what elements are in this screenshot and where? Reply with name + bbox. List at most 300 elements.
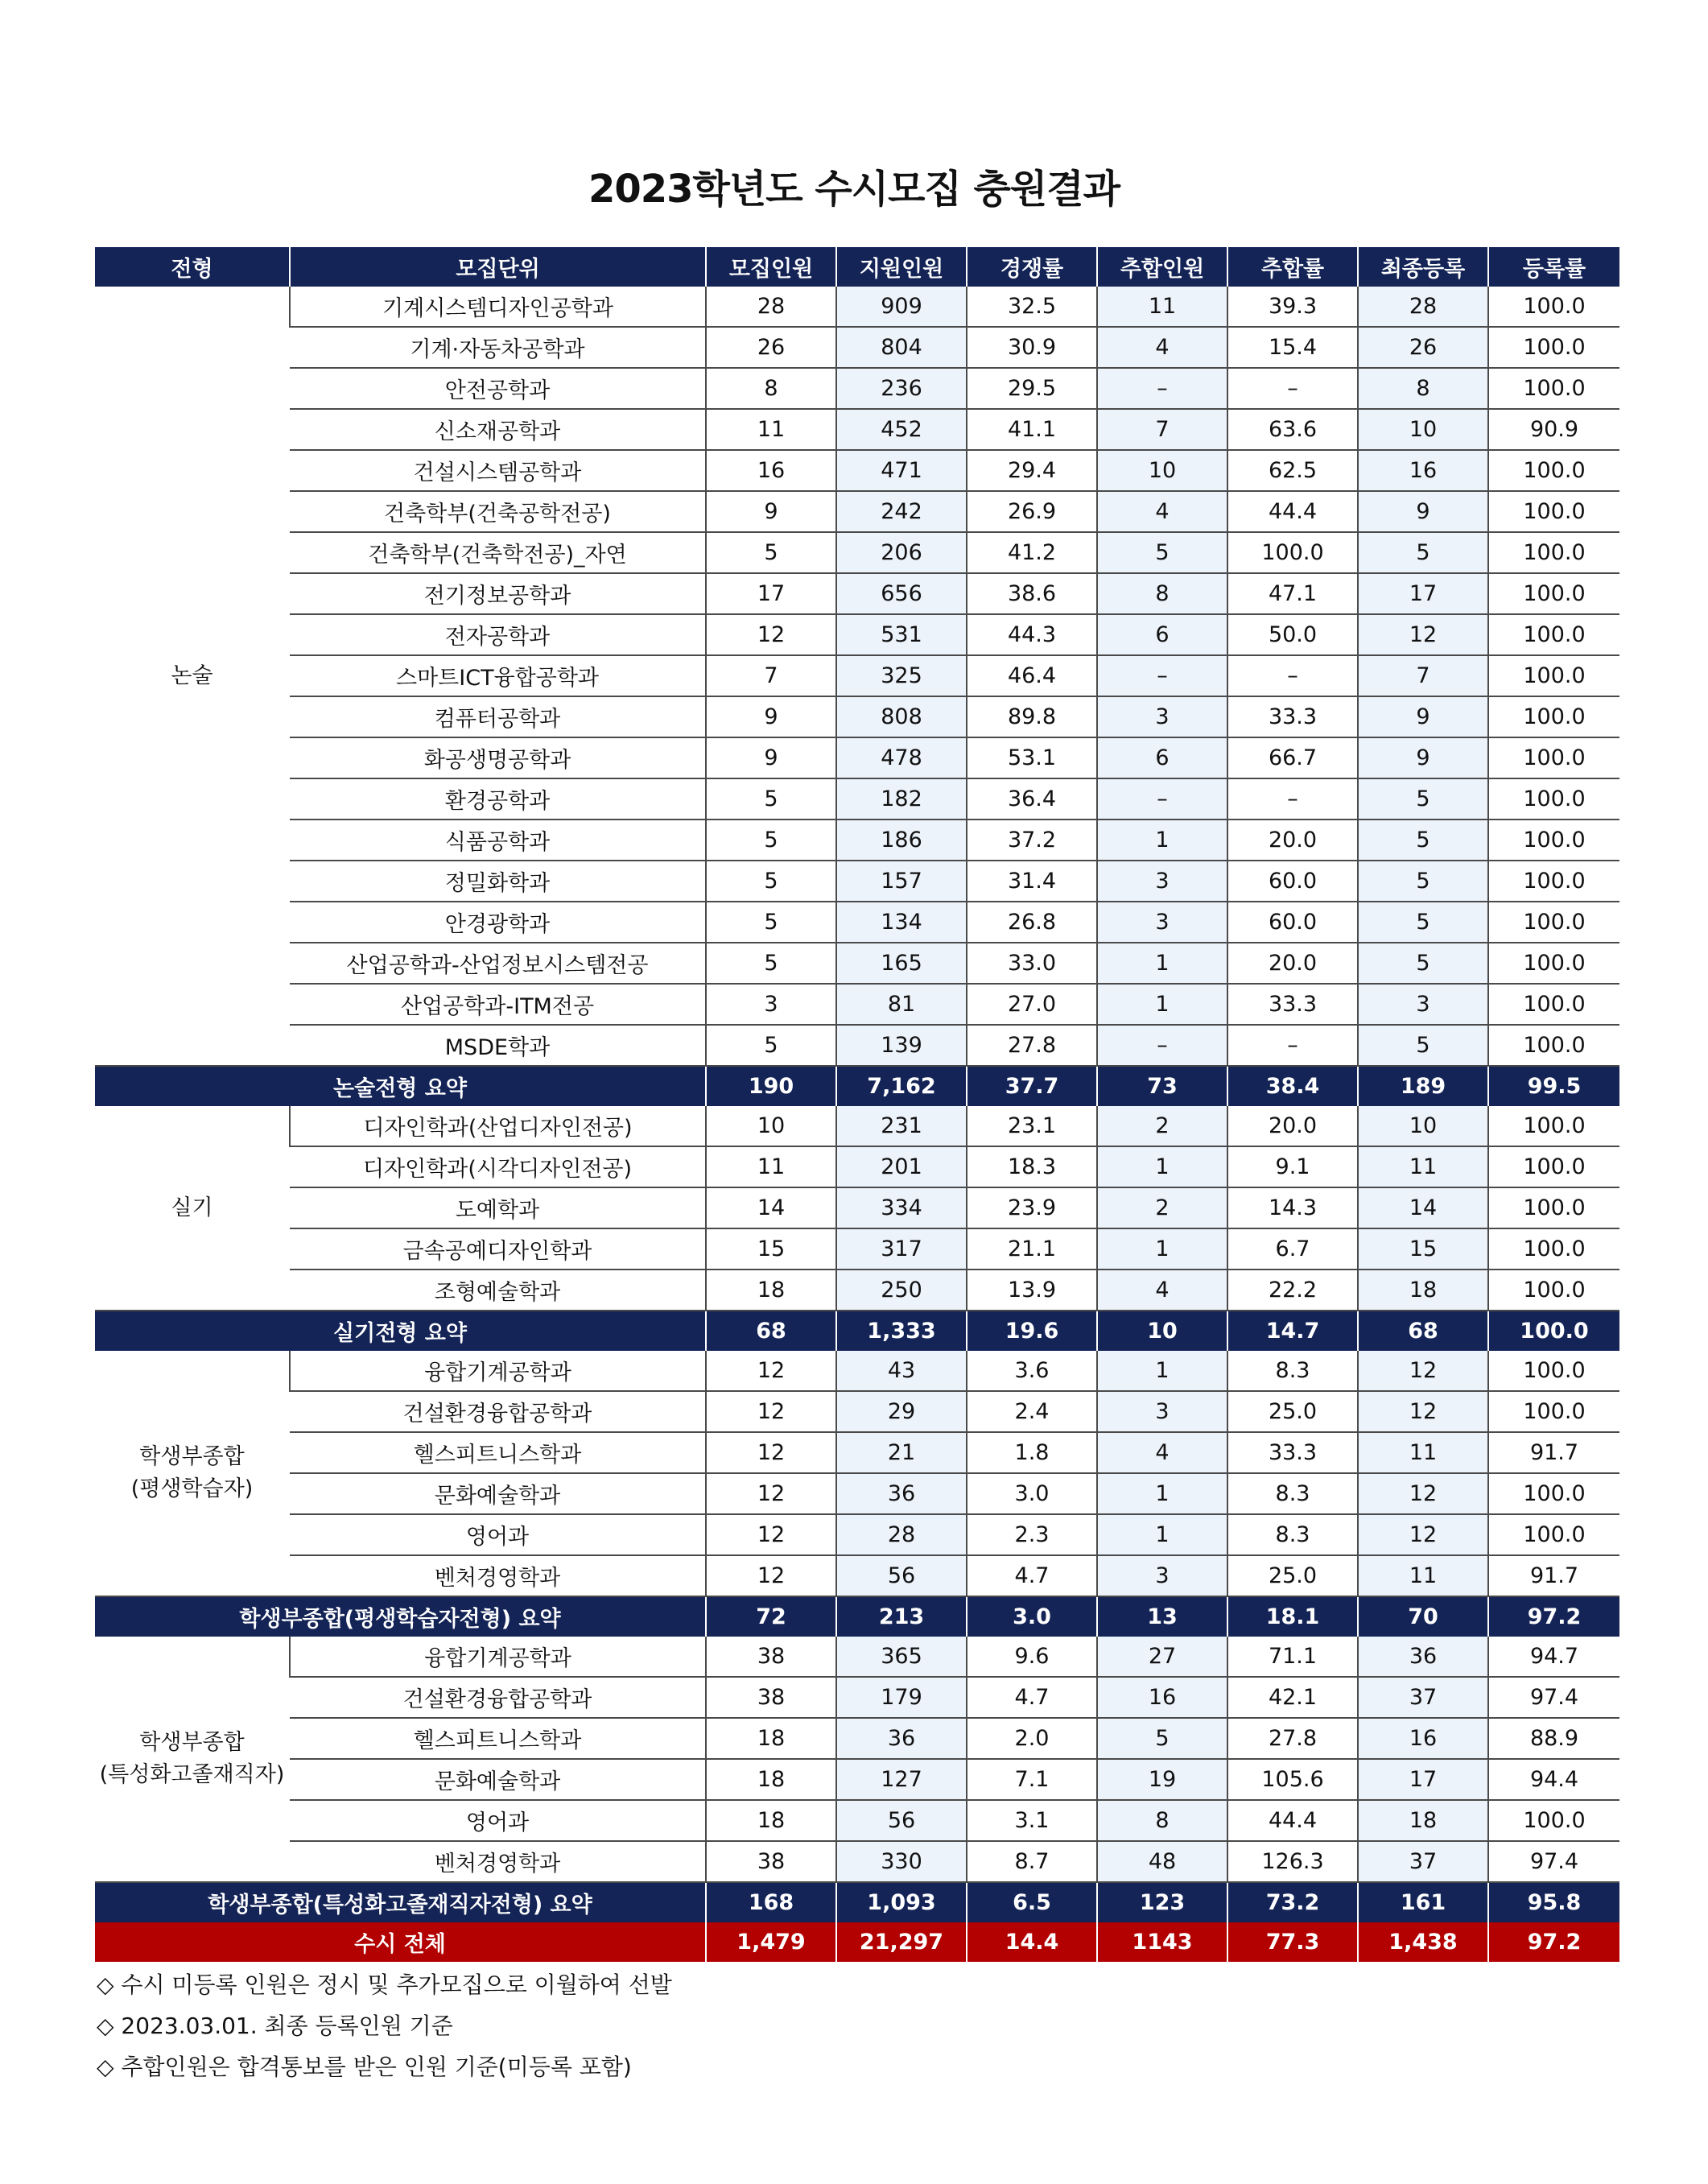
value-cell: 50.0 — [1227, 614, 1358, 655]
table-row — [95, 1841, 1619, 1882]
table-row — [95, 655, 1619, 696]
value-cell: 8 — [706, 368, 836, 409]
value-cell: 452 — [836, 409, 967, 450]
value-cell: 1.8 — [967, 1432, 1097, 1473]
summary-row — [95, 1311, 1619, 1351]
value-cell: 18 — [1358, 1270, 1488, 1311]
total-value: 1,479 — [706, 1922, 836, 1962]
summary-label: 실기전형 요약 — [95, 1311, 706, 1351]
value-cell: – — [1097, 655, 1227, 696]
value-cell: – — [1097, 778, 1227, 820]
value-cell: 5 — [706, 820, 836, 861]
unit-name-cell: 융합기계공학과 — [290, 1637, 706, 1677]
value-cell: 10 — [1358, 1106, 1488, 1146]
value-cell: 656 — [836, 573, 967, 614]
value-cell: 1 — [1097, 984, 1227, 1025]
unit-name-cell: 안전공학과 — [290, 368, 706, 409]
value-cell: 4.7 — [967, 1677, 1097, 1718]
value-cell: 89.8 — [967, 696, 1097, 737]
value-cell: 5 — [706, 943, 836, 984]
summary-value: 10 — [1097, 1311, 1227, 1351]
value-cell: 236 — [836, 368, 967, 409]
value-cell: 12 — [706, 1391, 836, 1432]
table-row — [95, 1228, 1619, 1270]
value-cell: 88.9 — [1488, 1718, 1619, 1759]
summary-value: 213 — [836, 1596, 967, 1637]
value-cell: 5 — [706, 778, 836, 820]
unit-name-cell: 식품공학과 — [290, 820, 706, 861]
value-cell: 20.0 — [1227, 1106, 1358, 1146]
summary-value: 19.6 — [967, 1311, 1097, 1351]
unit-name-cell: 조형예술학과 — [290, 1270, 706, 1311]
value-cell: 36 — [1358, 1637, 1488, 1677]
summary-value: 13 — [1097, 1596, 1227, 1637]
table-row — [95, 1270, 1619, 1311]
value-cell: 334 — [836, 1187, 967, 1228]
value-cell: 7 — [1097, 409, 1227, 450]
value-cell: 26 — [1358, 327, 1488, 368]
value-cell: 39.3 — [1227, 287, 1358, 327]
summary-value: 7,162 — [836, 1066, 967, 1106]
value-cell: 5 — [1358, 902, 1488, 943]
value-cell: 12 — [1358, 1473, 1488, 1514]
table-row — [95, 943, 1619, 984]
value-cell: 9 — [706, 737, 836, 778]
value-cell: – — [1097, 1025, 1227, 1066]
value-cell: 41.2 — [967, 532, 1097, 573]
value-cell: 18 — [1358, 1800, 1488, 1841]
table-row — [95, 984, 1619, 1025]
unit-name-cell: 금속공예디자인학과 — [290, 1228, 706, 1270]
value-cell: 20.0 — [1227, 943, 1358, 984]
value-cell: 32.5 — [967, 287, 1097, 327]
value-cell: 62.5 — [1227, 450, 1358, 491]
value-cell: 317 — [836, 1228, 967, 1270]
value-cell: 37 — [1358, 1841, 1488, 1882]
unit-name-cell: 영어과 — [290, 1800, 706, 1841]
unit-name-cell: 컴퓨터공학과 — [290, 696, 706, 737]
total-value: 1,438 — [1358, 1922, 1488, 1962]
unit-name-cell: 벤처경영학과 — [290, 1555, 706, 1596]
value-cell: 126.3 — [1227, 1841, 1358, 1882]
value-cell: 9.6 — [967, 1637, 1097, 1677]
table-row — [95, 1146, 1619, 1187]
value-cell: 100.0 — [1488, 1106, 1619, 1146]
value-cell: 11 — [706, 409, 836, 450]
value-cell: 15 — [1358, 1228, 1488, 1270]
value-cell: 100.0 — [1488, 1514, 1619, 1555]
value-cell: 38 — [706, 1637, 836, 1677]
summary-label: 학생부종합(특성화고졸재직자전형) 요약 — [95, 1882, 706, 1922]
value-cell: 100.0 — [1488, 614, 1619, 655]
value-cell: 14 — [706, 1187, 836, 1228]
value-cell: 2.4 — [967, 1391, 1097, 1432]
value-cell: 5 — [1358, 943, 1488, 984]
table-row — [95, 1718, 1619, 1759]
unit-name-cell: 신소재공학과 — [290, 409, 706, 450]
footnote: ◇ 추합인원은 합격통보를 받은 인원 기준(미등록 포함) — [97, 2054, 632, 2080]
value-cell: 16 — [1358, 1718, 1488, 1759]
results-table — [95, 247, 1619, 1962]
unit-name-cell: 정밀화학과 — [290, 861, 706, 902]
summary-value: 70 — [1358, 1596, 1488, 1637]
table-row — [95, 1677, 1619, 1718]
summary-row — [95, 1882, 1619, 1922]
value-cell: – — [1227, 368, 1358, 409]
table-body — [95, 287, 1619, 1962]
value-cell: 231 — [836, 1106, 967, 1146]
summary-value: 97.2 — [1488, 1596, 1619, 1637]
value-cell: 3.1 — [967, 1800, 1097, 1841]
footnote: ◇ 수시 미등록 인원은 정시 및 추가모집으로 이월하여 선발 — [97, 1971, 672, 1998]
admission-type-label: (특성화고졸재직자) — [99, 1762, 285, 1787]
unit-name-cell: 헬스피트니스학과 — [290, 1718, 706, 1759]
value-cell: 44.3 — [967, 614, 1097, 655]
admission-type-cell — [95, 1106, 290, 1311]
value-cell: 5 — [706, 861, 836, 902]
value-cell: 33.3 — [1227, 1432, 1358, 1473]
value-cell: 8 — [1358, 368, 1488, 409]
value-cell: 28 — [706, 287, 836, 327]
value-cell: 13.9 — [967, 1270, 1097, 1311]
table-row — [95, 861, 1619, 902]
value-cell: 3.6 — [967, 1351, 1097, 1391]
column-header: 추합률 — [1227, 247, 1358, 287]
table-row — [95, 1637, 1619, 1677]
value-cell: 29.5 — [967, 368, 1097, 409]
summary-value: 190 — [706, 1066, 836, 1106]
value-cell: 29 — [836, 1391, 967, 1432]
value-cell: 3 — [706, 984, 836, 1025]
summary-value: 18.1 — [1227, 1596, 1358, 1637]
value-cell: 8 — [1097, 1800, 1227, 1841]
value-cell: 3 — [1358, 984, 1488, 1025]
value-cell: 5 — [1097, 1718, 1227, 1759]
value-cell: 8.7 — [967, 1841, 1097, 1882]
value-cell: 9 — [1358, 491, 1488, 532]
value-cell: 250 — [836, 1270, 967, 1311]
value-cell: 56 — [836, 1555, 967, 1596]
value-cell: 5 — [1358, 532, 1488, 573]
value-cell: 179 — [836, 1677, 967, 1718]
unit-name-cell: 벤처경영학과 — [290, 1841, 706, 1882]
value-cell: 42.1 — [1227, 1677, 1358, 1718]
value-cell: 2.3 — [967, 1514, 1097, 1555]
value-cell: 9 — [1358, 696, 1488, 737]
value-cell: 15.4 — [1227, 327, 1358, 368]
value-cell: 47.1 — [1227, 573, 1358, 614]
unit-name-cell: 문화예술학과 — [290, 1759, 706, 1800]
value-cell: 100.0 — [1488, 778, 1619, 820]
value-cell: 25.0 — [1227, 1391, 1358, 1432]
value-cell: 325 — [836, 655, 967, 696]
value-cell: 157 — [836, 861, 967, 902]
table-row — [95, 532, 1619, 573]
table-row — [95, 1187, 1619, 1228]
table-row — [95, 1351, 1619, 1391]
value-cell: 14.3 — [1227, 1187, 1358, 1228]
value-cell: 56 — [836, 1800, 967, 1841]
value-cell: 33.3 — [1227, 984, 1358, 1025]
value-cell: 94.7 — [1488, 1637, 1619, 1677]
value-cell: 9 — [1358, 737, 1488, 778]
value-cell: – — [1227, 1025, 1358, 1066]
value-cell: 28 — [1358, 287, 1488, 327]
value-cell: 3 — [1097, 1555, 1227, 1596]
value-cell: 909 — [836, 287, 967, 327]
value-cell: 25.0 — [1227, 1555, 1358, 1596]
unit-name-cell: MSDE학과 — [290, 1025, 706, 1066]
value-cell: 11 — [1097, 287, 1227, 327]
value-cell: 100.0 — [1488, 1473, 1619, 1514]
value-cell: 1 — [1097, 820, 1227, 861]
value-cell: 134 — [836, 902, 967, 943]
value-cell: 90.9 — [1488, 409, 1619, 450]
value-cell: 10 — [1358, 409, 1488, 450]
value-cell: 9 — [706, 696, 836, 737]
value-cell: 91.7 — [1488, 1432, 1619, 1473]
summary-value: 161 — [1358, 1882, 1488, 1922]
value-cell: 5 — [1358, 1025, 1488, 1066]
summary-value: 72 — [706, 1596, 836, 1637]
column-header: 모집단위 — [290, 247, 706, 287]
value-cell: 165 — [836, 943, 967, 984]
value-cell: 100.0 — [1488, 902, 1619, 943]
summary-value: 1,093 — [836, 1882, 967, 1922]
value-cell: 9 — [706, 491, 836, 532]
value-cell: 66.7 — [1227, 737, 1358, 778]
value-cell: 5 — [706, 532, 836, 573]
unit-name-cell: 디자인학과(시각디자인전공) — [290, 1146, 706, 1187]
admission-type-cell — [95, 1351, 290, 1596]
value-cell: 43 — [836, 1351, 967, 1391]
value-cell: 1 — [1097, 1146, 1227, 1187]
value-cell: 478 — [836, 737, 967, 778]
table-row — [95, 1025, 1619, 1066]
table-row — [95, 368, 1619, 409]
value-cell: 21 — [836, 1432, 967, 1473]
total-value: 21,297 — [836, 1922, 967, 1962]
table-row — [95, 327, 1619, 368]
value-cell: 3 — [1097, 1391, 1227, 1432]
value-cell: 30.9 — [967, 327, 1097, 368]
value-cell: 100.0 — [1488, 573, 1619, 614]
value-cell: 100.0 — [1488, 943, 1619, 984]
value-cell: 2.0 — [967, 1718, 1097, 1759]
value-cell: 804 — [836, 327, 967, 368]
value-cell: 330 — [836, 1841, 967, 1882]
value-cell: 18 — [706, 1800, 836, 1841]
value-cell: 100.0 — [1488, 1391, 1619, 1432]
summary-value: 3.0 — [967, 1596, 1097, 1637]
total-row — [95, 1922, 1619, 1962]
summary-value: 1,333 — [836, 1311, 967, 1351]
value-cell: 16 — [1097, 1677, 1227, 1718]
value-cell: 6.7 — [1227, 1228, 1358, 1270]
value-cell: 6 — [1097, 737, 1227, 778]
table-row — [95, 696, 1619, 737]
table-row — [95, 1759, 1619, 1800]
value-cell: 100.0 — [1488, 1270, 1619, 1311]
value-cell: 808 — [836, 696, 967, 737]
value-cell: 531 — [836, 614, 967, 655]
value-cell: 31.4 — [967, 861, 1097, 902]
summary-value: 73 — [1097, 1066, 1227, 1106]
value-cell: 12 — [1358, 1514, 1488, 1555]
value-cell: 100.0 — [1488, 737, 1619, 778]
table-row — [95, 778, 1619, 820]
table-row — [95, 614, 1619, 655]
column-header: 등록률 — [1488, 247, 1619, 287]
value-cell: 2 — [1097, 1106, 1227, 1146]
value-cell: 23.1 — [967, 1106, 1097, 1146]
value-cell: 100.0 — [1488, 368, 1619, 409]
unit-name-cell: 디자인학과(산업디자인전공) — [290, 1106, 706, 1146]
column-header: 최종등록 — [1358, 247, 1488, 287]
table-row — [95, 1514, 1619, 1555]
value-cell: 17 — [1358, 1759, 1488, 1800]
value-cell: 100.0 — [1488, 1800, 1619, 1841]
value-cell: 4 — [1097, 327, 1227, 368]
value-cell: 10 — [706, 1106, 836, 1146]
column-header: 경쟁률 — [967, 247, 1097, 287]
table-row — [95, 902, 1619, 943]
unit-name-cell: 도예학과 — [290, 1187, 706, 1228]
summary-value: 100.0 — [1488, 1311, 1619, 1351]
total-value: 14.4 — [967, 1922, 1097, 1962]
value-cell: 16 — [1358, 450, 1488, 491]
total-value: 97.2 — [1488, 1922, 1619, 1962]
value-cell: 7.1 — [967, 1759, 1097, 1800]
value-cell: 63.6 — [1227, 409, 1358, 450]
value-cell: 26.8 — [967, 902, 1097, 943]
summary-row — [95, 1066, 1619, 1106]
value-cell: 100.0 — [1488, 861, 1619, 902]
value-cell: 60.0 — [1227, 902, 1358, 943]
summary-value: 38.4 — [1227, 1066, 1358, 1106]
admission-type-label: 실기 — [171, 1195, 213, 1220]
value-cell: 8 — [1097, 573, 1227, 614]
value-cell: – — [1097, 368, 1227, 409]
value-cell: 11 — [1358, 1146, 1488, 1187]
unit-name-cell: 산업공학과-산업정보시스템전공 — [290, 943, 706, 984]
table-row — [95, 491, 1619, 532]
unit-name-cell: 건축학부(건축학전공)_자연 — [290, 532, 706, 573]
value-cell: 100.0 — [1227, 532, 1358, 573]
unit-name-cell: 건설환경융합공학과 — [290, 1677, 706, 1718]
value-cell: 20.0 — [1227, 820, 1358, 861]
unit-name-cell: 건설환경융합공학과 — [290, 1391, 706, 1432]
summary-value: 6.5 — [967, 1882, 1097, 1922]
value-cell: 100.0 — [1488, 984, 1619, 1025]
value-cell: 37 — [1358, 1677, 1488, 1718]
admission-type-cell — [95, 1637, 290, 1882]
value-cell: 28 — [836, 1514, 967, 1555]
value-cell: 48 — [1097, 1841, 1227, 1882]
value-cell: 3 — [1097, 902, 1227, 943]
table-row — [95, 573, 1619, 614]
unit-name-cell: 융합기계공학과 — [290, 1351, 706, 1391]
value-cell: 471 — [836, 450, 967, 491]
value-cell: 12 — [706, 1555, 836, 1596]
value-cell: 12 — [1358, 1351, 1488, 1391]
value-cell: 4 — [1097, 1432, 1227, 1473]
value-cell: 27.8 — [967, 1025, 1097, 1066]
table-row — [95, 1106, 1619, 1146]
value-cell: 17 — [1358, 573, 1488, 614]
summary-value: 99.5 — [1488, 1066, 1619, 1106]
admission-type-cell — [95, 287, 290, 1066]
value-cell: 44.4 — [1227, 491, 1358, 532]
value-cell: 6 — [1097, 614, 1227, 655]
value-cell: 38.6 — [967, 573, 1097, 614]
value-cell: 139 — [836, 1025, 967, 1066]
value-cell: 4.7 — [967, 1555, 1097, 1596]
table-row — [95, 820, 1619, 861]
value-cell: 206 — [836, 532, 967, 573]
value-cell: 4 — [1097, 1270, 1227, 1311]
summary-value: 73.2 — [1227, 1882, 1358, 1922]
value-cell: – — [1227, 655, 1358, 696]
value-cell: 12 — [706, 1432, 836, 1473]
unit-name-cell: 기계·자동차공학과 — [290, 327, 706, 368]
unit-name-cell: 안경광학과 — [290, 902, 706, 943]
value-cell: 100.0 — [1488, 696, 1619, 737]
value-cell: 27 — [1097, 1637, 1227, 1677]
value-cell: 53.1 — [967, 737, 1097, 778]
value-cell: 182 — [836, 778, 967, 820]
total-value: 77.3 — [1227, 1922, 1358, 1962]
value-cell: 12 — [1358, 1391, 1488, 1432]
value-cell: 5 — [1358, 820, 1488, 861]
value-cell: 186 — [836, 820, 967, 861]
unit-name-cell: 영어과 — [290, 1514, 706, 1555]
unit-name-cell: 전자공학과 — [290, 614, 706, 655]
value-cell: 11 — [1358, 1432, 1488, 1473]
value-cell: 12 — [1358, 614, 1488, 655]
table-row — [95, 409, 1619, 450]
value-cell: 4 — [1097, 491, 1227, 532]
value-cell: 5 — [1097, 532, 1227, 573]
value-cell: – — [1227, 778, 1358, 820]
value-cell: 1 — [1097, 1351, 1227, 1391]
value-cell: 17 — [706, 573, 836, 614]
value-cell: 5 — [706, 902, 836, 943]
value-cell: 46.4 — [967, 655, 1097, 696]
value-cell: 1 — [1097, 1514, 1227, 1555]
value-cell: 1 — [1097, 1473, 1227, 1514]
value-cell: 100.0 — [1488, 1351, 1619, 1391]
summary-value: 68 — [706, 1311, 836, 1351]
summary-label: 논술전형 요약 — [95, 1066, 706, 1106]
table-row — [95, 287, 1619, 327]
value-cell: 33.0 — [967, 943, 1097, 984]
value-cell: 41.1 — [967, 409, 1097, 450]
value-cell: 97.4 — [1488, 1677, 1619, 1718]
unit-name-cell: 화공생명공학과 — [290, 737, 706, 778]
admission-type-label: 학생부종합 — [139, 1444, 245, 1469]
value-cell: 5 — [1358, 861, 1488, 902]
summary-value: 68 — [1358, 1311, 1488, 1351]
column-header: 추합인원 — [1097, 247, 1227, 287]
summary-value: 14.7 — [1227, 1311, 1358, 1351]
summary-value: 168 — [706, 1882, 836, 1922]
value-cell: 100.0 — [1488, 1228, 1619, 1270]
total-label: 수시 전체 — [95, 1922, 706, 1962]
value-cell: 7 — [706, 655, 836, 696]
value-cell: 201 — [836, 1146, 967, 1187]
value-cell: 12 — [706, 1473, 836, 1514]
